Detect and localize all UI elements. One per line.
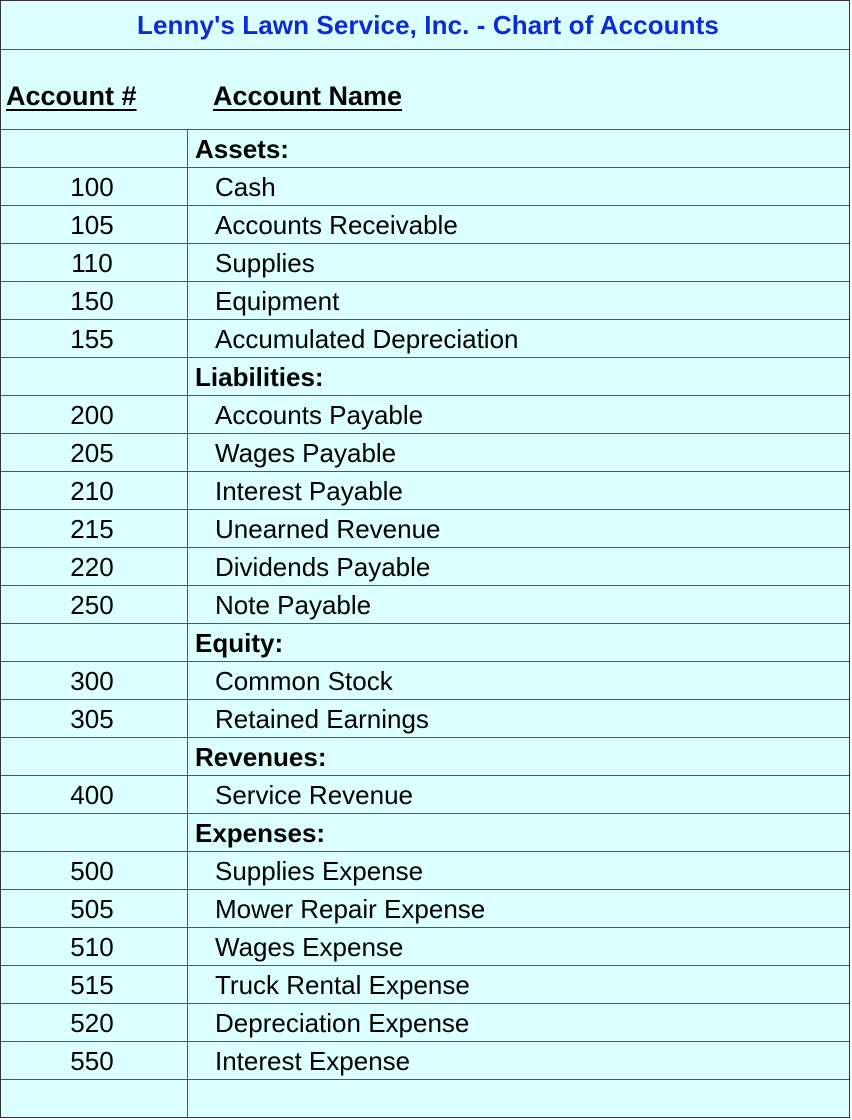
account-name-cell[interactable]: Dividends Payable — [187, 547, 849, 585]
table-row — [1, 205, 849, 243]
table-row — [1, 965, 849, 1003]
account-number-cell[interactable]: 150 — [1, 281, 187, 319]
account-name-cell[interactable]: Interest Expense — [187, 1041, 849, 1079]
account-number-cell[interactable]: 110 — [1, 243, 187, 281]
table-row — [1, 471, 849, 509]
account-name-cell[interactable]: Cash — [187, 167, 849, 205]
table-row — [1, 585, 849, 623]
table-row — [1, 927, 849, 965]
table-row — [1, 889, 849, 927]
section-header-row — [1, 623, 849, 661]
table-row — [1, 547, 849, 585]
account-name-cell[interactable]: Accounts Payable — [187, 395, 849, 433]
account-name-cell[interactable]: Equipment — [187, 281, 849, 319]
account-number-cell[interactable]: 505 — [1, 889, 187, 927]
account-name-cell[interactable]: Wages Expense — [187, 927, 849, 965]
sheet-title: Lenny's Lawn Service, Inc. - Chart of Accounts — [137, 9, 719, 40]
account-number-cell[interactable] — [1, 737, 187, 775]
header-row — [1, 50, 849, 129]
account-name-cell[interactable]: Accumulated Depreciation — [187, 319, 849, 357]
table-row — [1, 699, 849, 737]
account-number-cell[interactable]: 300 — [1, 661, 187, 699]
account-number-cell[interactable]: 155 — [1, 319, 187, 357]
section-header-row — [1, 357, 849, 395]
account-number-cell[interactable] — [1, 813, 187, 851]
table-row — [1, 281, 849, 319]
table-row — [1, 1041, 849, 1079]
account-number-cell[interactable]: 520 — [1, 1003, 187, 1041]
account-name-cell[interactable] — [187, 1079, 849, 1117]
table-row — [1, 1003, 849, 1041]
account-number-cell[interactable] — [1, 1079, 187, 1117]
table-row — [1, 775, 849, 813]
section-label-cell[interactable]: Liabilities: — [187, 357, 849, 395]
account-number-cell[interactable] — [1, 623, 187, 661]
account-name-header: Account Name — [213, 81, 403, 111]
account-number-header: Account # — [6, 81, 137, 111]
account-name-cell[interactable]: Wages Payable — [187, 433, 849, 471]
account-number-cell[interactable]: 400 — [1, 775, 187, 813]
account-number-cell[interactable]: 515 — [1, 965, 187, 1003]
account-number-cell[interactable]: 210 — [1, 471, 187, 509]
account-name-cell[interactable]: Interest Payable — [187, 471, 849, 509]
table-row — [1, 319, 849, 357]
section-header-row — [1, 737, 849, 775]
account-number-cell[interactable]: 100 — [1, 167, 187, 205]
section-header-row — [1, 129, 849, 167]
table-row — [1, 851, 849, 889]
account-number-cell[interactable]: 215 — [1, 509, 187, 547]
account-number-cell[interactable]: 205 — [1, 433, 187, 471]
table-row — [1, 509, 849, 547]
account-name-cell[interactable]: Note Payable — [187, 585, 849, 623]
account-name-cell[interactable]: Truck Rental Expense — [187, 965, 849, 1003]
title-row — [1, 1, 849, 50]
account-name-cell[interactable]: Unearned Revenue — [187, 509, 849, 547]
section-label-cell[interactable]: Equity: — [187, 623, 849, 661]
table-row — [1, 243, 849, 281]
account-number-cell[interactable]: 500 — [1, 851, 187, 889]
account-name-cell[interactable]: Depreciation Expense — [187, 1003, 849, 1041]
table-row — [1, 167, 849, 205]
account-number-cell[interactable]: 220 — [1, 547, 187, 585]
account-number-cell[interactable] — [1, 357, 187, 395]
account-number-cell[interactable]: 105 — [1, 205, 187, 243]
account-name-cell[interactable]: Supplies — [187, 243, 849, 281]
account-number-cell[interactable] — [1, 129, 187, 167]
account-number-cell[interactable]: 200 — [1, 395, 187, 433]
account-number-cell[interactable]: 250 — [1, 585, 187, 623]
account-name-cell[interactable]: Service Revenue — [187, 775, 849, 813]
section-label-cell[interactable]: Revenues: — [187, 737, 849, 775]
section-header-row — [1, 813, 849, 851]
table-row — [1, 1079, 849, 1117]
table-row — [1, 433, 849, 471]
table-row — [1, 661, 849, 699]
account-name-cell[interactable]: Mower Repair Expense — [187, 889, 849, 927]
account-number-cell[interactable]: 510 — [1, 927, 187, 965]
section-label-cell[interactable]: Assets: — [187, 129, 849, 167]
account-number-cell[interactable]: 305 — [1, 699, 187, 737]
account-name-cell[interactable]: Retained Earnings — [187, 699, 849, 737]
account-name-cell[interactable]: Common Stock — [187, 661, 849, 699]
accounts-table — [1, 129, 849, 1117]
account-name-cell[interactable]: Supplies Expense — [187, 851, 849, 889]
section-label-cell[interactable]: Expenses: — [187, 813, 849, 851]
account-name-cell[interactable]: Accounts Receivable — [187, 205, 849, 243]
account-number-cell[interactable]: 550 — [1, 1041, 187, 1079]
table-row — [1, 395, 849, 433]
